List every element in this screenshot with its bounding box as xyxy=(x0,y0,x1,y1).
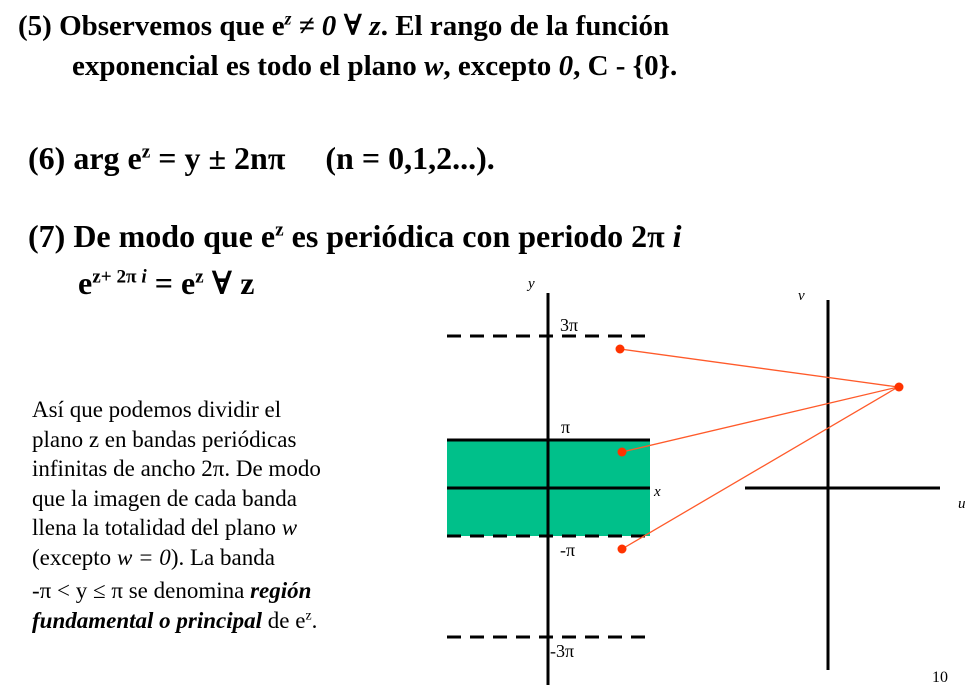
paragraph-line: Así que podemos dividir el xyxy=(32,397,282,422)
paragraph-line: plano z en bandas periódicas xyxy=(32,426,297,452)
v-axis-label: v xyxy=(798,288,805,304)
heading-7-line-2: $e^{z+ 2\pi i} = e^z$ ∀ z xyxy=(78,265,255,301)
heading-7-line-1: (7) De modo que $e^z$ es periódica con periodo 2π i xyxy=(28,218,682,254)
tick-label-minus-pi: -π xyxy=(560,540,576,560)
tick-label-3pi: 3π xyxy=(560,315,579,335)
u-axis-label: u xyxy=(958,496,966,512)
heading-6: (6) arg $e^z = y \pm 2n\pi$ (n = 0,1,2...). xyxy=(28,140,495,176)
paragraph-line: llena la totalidad del plano w xyxy=(32,515,298,540)
paragraph-line: fundamental o principal de $e^z$. xyxy=(32,607,318,633)
mapping-line-lower xyxy=(622,387,898,549)
y-axis-label: y xyxy=(528,276,535,292)
paragraph-line: que la imagen de cada banda xyxy=(32,485,298,511)
tick-label-minus-3pi: -3π xyxy=(550,641,575,661)
tick-label-pi: π xyxy=(561,417,571,437)
z-point-middle xyxy=(618,448,627,457)
w-image-point xyxy=(895,383,904,392)
paragraph-line: (excepto w = 0). La banda xyxy=(32,544,275,570)
heading-5-line-2: exponencial es todo el plano w, excepto 0, C - {0}. xyxy=(72,50,678,82)
z-point-lower xyxy=(618,545,627,554)
heading-5-line-1: (5) Observemos que $e^z \ne 0$ ∀ z. El rango de la función xyxy=(18,8,670,42)
paragraph-line: infinitas de ancho 2π. De modo xyxy=(32,456,321,481)
paragraph-line: -π < y ≤ π se denomina región xyxy=(32,578,312,603)
z-point-upper xyxy=(616,345,625,354)
mapping-line-upper xyxy=(620,349,898,387)
x-axis-label: x xyxy=(654,484,661,500)
forall-symbol: ∀ xyxy=(343,10,363,42)
mapping-line-middle xyxy=(622,387,898,452)
page-number: 10 xyxy=(932,669,948,686)
